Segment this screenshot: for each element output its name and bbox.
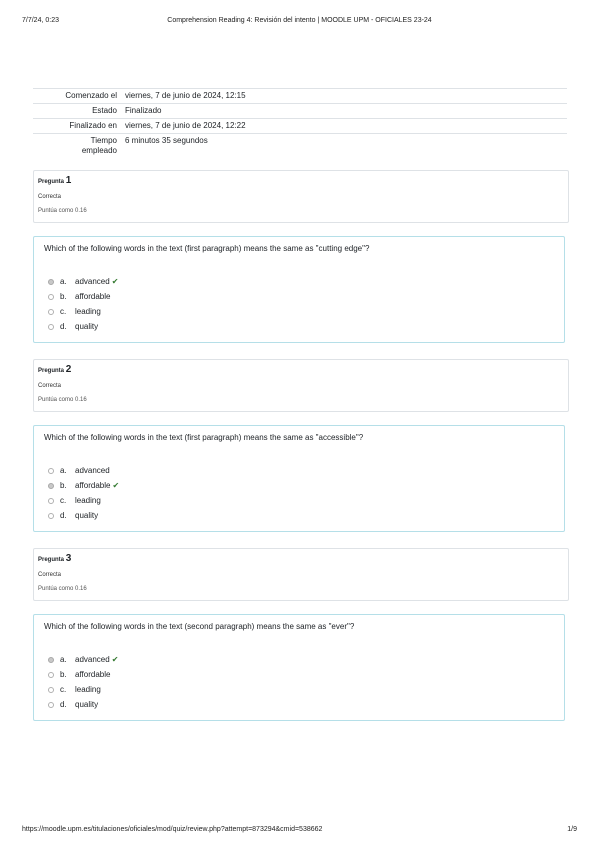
- summary-row: [33, 89, 567, 104]
- radio-icon[interactable]: [48, 498, 54, 504]
- option-text: affordable: [75, 481, 111, 490]
- question-info-1: [33, 170, 569, 223]
- print-header: [22, 14, 577, 26]
- question-label: Pregunta: [38, 557, 65, 563]
- question-number: 3: [65, 553, 72, 564]
- print-date: 7/7/24, 0:23: [22, 16, 59, 24]
- question-content-1: [33, 236, 565, 343]
- check-icon: ✔: [111, 277, 119, 286]
- answer-option-c[interactable]: [48, 682, 118, 697]
- option-letter: c.: [60, 685, 67, 694]
- option-letter: a.: [60, 655, 67, 664]
- question-content-2: [33, 425, 565, 532]
- summary-value: viernes, 7 de junio de 2024, 12:22: [121, 119, 567, 134]
- question-grade: Puntúa como 0.16: [38, 208, 87, 214]
- option-text: leading: [75, 496, 101, 505]
- answer-option-a[interactable]: [48, 463, 119, 478]
- radio-icon[interactable]: [48, 294, 54, 300]
- summary-row: [33, 104, 567, 119]
- option-text: advanced: [75, 655, 110, 664]
- summary-value: Finalizado: [121, 104, 567, 119]
- option-text: quality: [75, 322, 99, 331]
- print-page-title: Comprehension Reading 4: Revisión del intento | MOODLE UPM - OFICIALES 23-24: [167, 16, 432, 24]
- radio-icon[interactable]: [48, 687, 54, 693]
- radio-selected-icon[interactable]: [48, 657, 54, 663]
- option-text: affordable: [75, 292, 111, 301]
- answer-option-b[interactable]: [48, 478, 119, 493]
- option-letter: c.: [60, 307, 67, 316]
- option-text: leading: [75, 685, 101, 694]
- question-text: Which of the following words in the text (first paragraph) means the same as "cutting edge"?: [44, 244, 370, 253]
- summary-value: viernes, 7 de junio de 2024, 12:15: [121, 89, 567, 104]
- radio-icon[interactable]: [48, 513, 54, 519]
- answer-options: [48, 463, 119, 523]
- radio-selected-icon[interactable]: [48, 483, 54, 489]
- option-text: quality: [75, 700, 99, 709]
- option-text: leading: [75, 307, 101, 316]
- answer-option-c[interactable]: [48, 493, 119, 508]
- print-footer: [22, 823, 577, 835]
- question-info-2: [33, 359, 569, 412]
- option-letter: a.: [60, 466, 67, 475]
- check-icon: ✔: [111, 655, 119, 664]
- option-letter: d.: [60, 700, 67, 709]
- question-info-3: [33, 548, 569, 601]
- answer-option-b[interactable]: [48, 667, 118, 682]
- question-grade: Puntúa como 0.16: [38, 397, 87, 403]
- question-state: Correcta: [38, 383, 62, 389]
- question-content-3: [33, 614, 565, 721]
- page-number: 1/9: [567, 825, 577, 833]
- answer-option-d[interactable]: [48, 697, 118, 712]
- answer-option-d[interactable]: [48, 508, 119, 523]
- page-url[interactable]: https://moodle.upm.es/titulaciones/oficiales/mod/quiz/review.php?attempt=873294&cmid=538662: [22, 825, 323, 833]
- option-text: quality: [75, 511, 99, 520]
- question-text: Which of the following words in the text (second paragraph) means the same as "ever"?: [44, 622, 355, 631]
- answer-options: [48, 652, 118, 712]
- summary-label: Estado: [33, 104, 121, 119]
- answer-options: [48, 274, 118, 334]
- answer-option-d[interactable]: [48, 319, 118, 334]
- radio-icon[interactable]: [48, 468, 54, 474]
- question-number: 1: [65, 175, 72, 186]
- option-letter: d.: [60, 511, 67, 520]
- question-state: Correcta: [38, 194, 62, 200]
- question-grade: Puntúa como 0.16: [38, 586, 87, 592]
- radio-icon[interactable]: [48, 672, 54, 678]
- answer-option-a[interactable]: [48, 274, 118, 289]
- summary-row: [33, 134, 567, 159]
- option-letter: b.: [60, 481, 67, 490]
- option-letter: c.: [60, 496, 67, 505]
- question-label: Pregunta: [38, 368, 65, 374]
- answer-option-c[interactable]: [48, 304, 118, 319]
- option-letter: a.: [60, 277, 67, 286]
- question-text: Which of the following words in the text (first paragraph) means the same as "accessible"?: [44, 433, 364, 442]
- summary-value: 6 minutos 35 segundos: [121, 134, 567, 159]
- radio-icon[interactable]: [48, 309, 54, 315]
- question-label: Pregunta: [38, 179, 65, 185]
- check-icon: ✔: [112, 481, 120, 490]
- attempt-summary-table: [33, 88, 567, 158]
- question-number: 2: [65, 364, 72, 375]
- summary-row: [33, 119, 567, 134]
- option-text: affordable: [75, 670, 111, 679]
- question-state: Correcta: [38, 572, 62, 578]
- answer-option-b[interactable]: [48, 289, 118, 304]
- answer-option-a[interactable]: [48, 652, 118, 667]
- summary-label: Finalizado en: [33, 119, 121, 134]
- option-letter: d.: [60, 322, 67, 331]
- radio-icon[interactable]: [48, 324, 54, 330]
- option-letter: b.: [60, 670, 67, 679]
- radio-icon[interactable]: [48, 702, 54, 708]
- radio-selected-icon[interactable]: [48, 279, 54, 285]
- summary-label: Comenzado el: [33, 89, 121, 104]
- option-text: advanced: [75, 277, 110, 286]
- option-text: advanced: [75, 466, 110, 475]
- option-letter: b.: [60, 292, 67, 301]
- summary-label: Tiempo empleado: [33, 134, 121, 159]
